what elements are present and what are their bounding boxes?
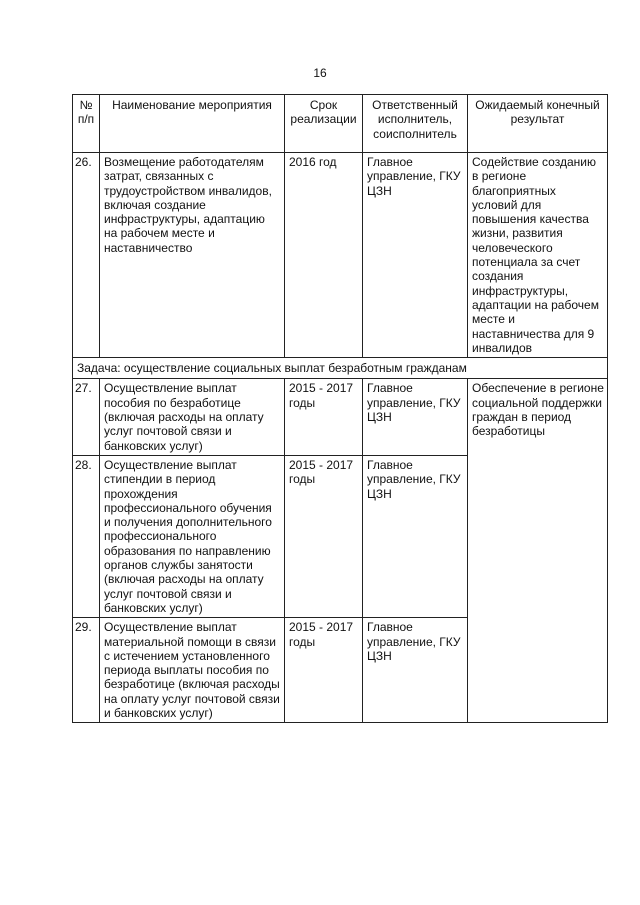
row-term: 2015 - 2017 годы (285, 455, 363, 617)
table-row (73, 379, 608, 455)
header-term: Срок реализации (285, 95, 363, 153)
row-result: Содействие созданию в регионе благоприятных условий для повышения качества жизни, развития человеческого потенциала за счет создания инфраструктуры, адаптации на рабочем месте и наставничества для 9 инвалидов (468, 153, 608, 358)
row-term: 2015 - 2017 годы (285, 379, 363, 455)
measures-table (72, 94, 608, 723)
row-number: 28. (73, 455, 100, 617)
row-term: 2015 - 2017 годы (285, 618, 363, 723)
row-executor: Главное управление, ГКУ ЦЗН (363, 379, 468, 455)
row-executor: Главное управление, ГКУ ЦЗН (363, 455, 468, 617)
task-row (73, 358, 608, 379)
header-executor: Ответственный исполнитель, соисполнитель (363, 95, 468, 153)
row-name: Осуществление выплат материальной помощи в связи с истечением установленного периода выплаты пособия по безработице (включая расходы на оплату услуг почтовой связи и банковских услуг) (100, 618, 285, 723)
header-name: Наименование мероприятия (100, 95, 285, 153)
task-heading: Задача: осуществление социальных выплат безработным гражданам (73, 358, 608, 379)
row-number: 27. (73, 379, 100, 455)
row-number: 29. (73, 618, 100, 723)
row-number: 26. (73, 153, 100, 358)
row-name: Возмещение работодателям затрат, связанных с трудоустройством инвалидов, включая создание инфраструктуры, адаптацию на рабочем месте и наставничество (100, 153, 285, 358)
row-name: Осуществление выплат пособия по безработице (включая расходы на оплату услуг почтовой связи и банковских услуг) (100, 379, 285, 455)
row-result: Обеспечение в регионе социальной поддержки граждан в период безработицы (468, 379, 608, 723)
row-name: Осуществление выплат стипендии в период прохождения профессионального обучения и получения дополнительного профессионального образования по направлению органов службы занятости (включая расходы на оплату услуг почтовой связи и банковских услуг) (100, 455, 285, 617)
row-executor: Главное управление, ГКУ ЦЗН (363, 618, 468, 723)
table-header-row (73, 95, 608, 153)
row-executor: Главное управление, ГКУ ЦЗН (363, 153, 468, 358)
header-result: Ожидаемый конечный результат (468, 95, 608, 153)
page-number: 16 (313, 66, 327, 80)
table-row (73, 153, 608, 358)
row-term: 2016 год (285, 153, 363, 358)
header-num: № п/п (73, 95, 100, 153)
